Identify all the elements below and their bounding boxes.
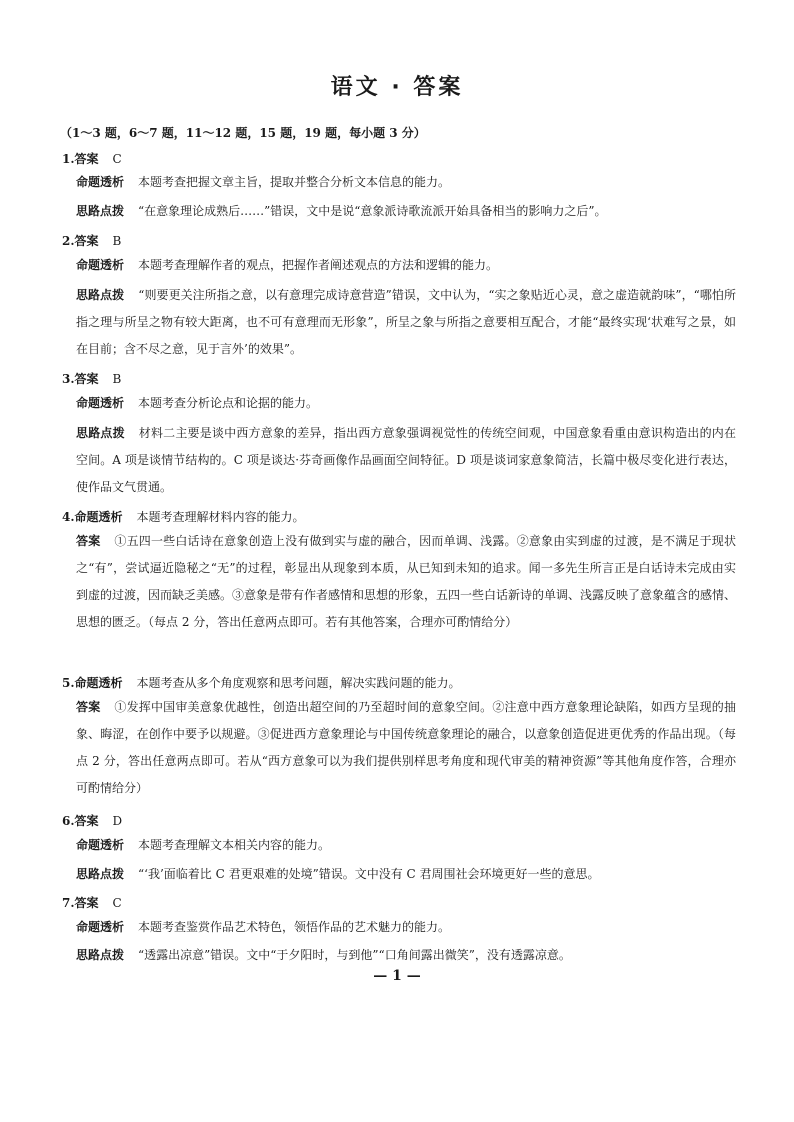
hint-text: “透露出凉意”错误。文中“于夕阳时，与到他”“口角间露出微笑”，没有透露凉意。	[138, 948, 571, 962]
intent-text: 本题考查把握文章主旨，提取并整合分析文本信息的能力。	[138, 175, 451, 189]
question-number: 6.	[62, 814, 75, 828]
intent-text: 本题考查理解文本相关内容的能力。	[138, 838, 331, 852]
question-7-header	[62, 894, 122, 911]
question-5-answer	[76, 694, 736, 802]
page-number: — 1 —	[373, 968, 421, 984]
intent-text: 本题考查从多个角度观察和思考问题，解决实践问题的能力。	[136, 676, 461, 690]
answer-value: D	[112, 814, 123, 828]
answer-label: 答案	[74, 896, 99, 910]
intent-label: 命题透析	[76, 920, 125, 934]
question-1-intent	[76, 169, 736, 196]
question-1-header	[62, 150, 122, 167]
question-number: 3.	[62, 372, 75, 386]
question-number: 5.	[62, 676, 75, 690]
intent-label: 命题透析	[74, 510, 123, 524]
hint-label: 思路点拨	[76, 288, 125, 302]
question-3-intent	[76, 390, 736, 417]
page-title: 语文 · 答案	[330, 75, 464, 100]
question-number: 4.	[62, 510, 75, 524]
question-number: 7.	[62, 896, 75, 910]
intent-text: 本题考查理解作者的观点，把握作者阐述观点的方法和逻辑的能力。	[138, 258, 499, 272]
question-2-hint	[76, 282, 736, 363]
answer-label: 答案	[74, 234, 99, 248]
intent-text: 本题考查分析论点和论据的能力。	[138, 396, 319, 410]
question-4-answer	[76, 528, 736, 636]
intent-label: 命题透析	[76, 175, 125, 189]
question-5-header	[62, 674, 461, 691]
question-4-header	[62, 508, 305, 525]
question-7-hint	[76, 942, 736, 969]
answer-text: ①发挥中国审美意象优越性，创造出超空间的乃至超时间的意象空间。②注意中西方意象理论缺陷，如西方呈现的抽象、晦涩，在创作中要予以规避。③促进西方意象理论与中国传统意象理论的融合，以意象创造促进更优秀的作品出现。（每点 2 分，答出任意两点即可。若从“西方意象可以为我们提供别样思考角度和现代审美的精神资源”等其他角度作答，合理亦可酌情给分）	[76, 700, 736, 795]
question-number: 2.	[62, 234, 75, 248]
hint-text: “在意象理论成熟后……”错误，文中是说“意象派诗歌流派开始具备相当的影响力之后”。	[138, 204, 607, 218]
intent-text: 本题考查鉴赏作品艺术特色，领悟作品的艺术魅力的能力。	[138, 920, 451, 934]
hint-text: “‘我’面临着比 C 君更艰难的处境”错误。文中没有 C 君周围社会环境更好一些的意思。	[138, 867, 600, 881]
answer-value: B	[112, 372, 122, 386]
question-6-header	[62, 812, 122, 829]
answer-text: ①五四一些白话诗在意象创造上没有做到实与虚的融合，因而单调、浅露。②意象由实到虚的过渡，是不满足于现状之“有”，尝试逼近隐秘之“无”的过程，彰显出从现象到本质，从已知到未知的追求。闻一多先生所言正是白话诗未完成由实到虚的过渡，因而缺乏美感。③意象是带有作者感情和思想的形象，五四一些白话新诗的单调、浅露反映了意象蕴含的感情、思想的匮乏。（每点 2 分，答出任意两点即可。若有其他答案，合理亦可酌情给分）	[76, 534, 737, 629]
question-2-intent	[76, 252, 736, 279]
hint-label: 思路点拨	[76, 948, 125, 962]
intent-label: 命题透析	[76, 396, 125, 410]
question-6-intent	[76, 832, 736, 859]
hint-label: 思路点拨	[76, 867, 125, 881]
answer-value: C	[112, 896, 122, 910]
scoring-note: （1～3 题，6～7 题，11～12 题，15 题，19 题，每小题 3 分）	[60, 126, 426, 140]
question-3-hint	[76, 420, 736, 501]
answer-value: B	[112, 234, 122, 248]
intent-label: 命题透析	[76, 258, 125, 272]
intent-label: 命题透析	[74, 676, 123, 690]
hint-text: 材料二主要是谈中西方意象的差异，指出西方意象强调视觉性的传统空间观，中国意象看重由意识构造出的内在空间。A 项是谈情节结构的。C 项是谈达·芬奇画像作品画面空间特征。D 项是谈词家意象简洁，长篇中极尽变化进行表达，使作品文气贯通。	[76, 426, 736, 494]
question-1-hint	[76, 198, 736, 225]
hint-label: 思路点拨	[76, 204, 125, 218]
question-number: 1.	[62, 152, 75, 166]
question-3-header	[62, 370, 121, 387]
question-7-intent	[76, 914, 736, 941]
intent-text: 本题考查理解材料内容的能力。	[136, 510, 305, 524]
answer-label: 答案	[74, 814, 99, 828]
answer-label: 答案	[74, 152, 99, 166]
hint-text: “则要更关注所指之意，以有意理完成诗意营造”错误，文中认为，“实之象贴近心灵，意之虚造就韵味”，“哪怕所指之理与所呈之物有较大距离，也不可有意理而无形象”，所呈之象与所指之意要相互配合，才能“最终实现‘状难写之景，如在目前；含不尽之意，见于言外’的效果”。	[76, 288, 736, 356]
question-6-hint	[76, 861, 736, 888]
answer-label: 答案	[76, 534, 101, 548]
intent-label: 命题透析	[76, 838, 125, 852]
answer-label: 答案	[74, 372, 99, 386]
answer-label: 答案	[76, 700, 101, 714]
answer-value: C	[112, 152, 122, 166]
question-2-header	[62, 232, 121, 249]
hint-label: 思路点拨	[76, 426, 125, 440]
